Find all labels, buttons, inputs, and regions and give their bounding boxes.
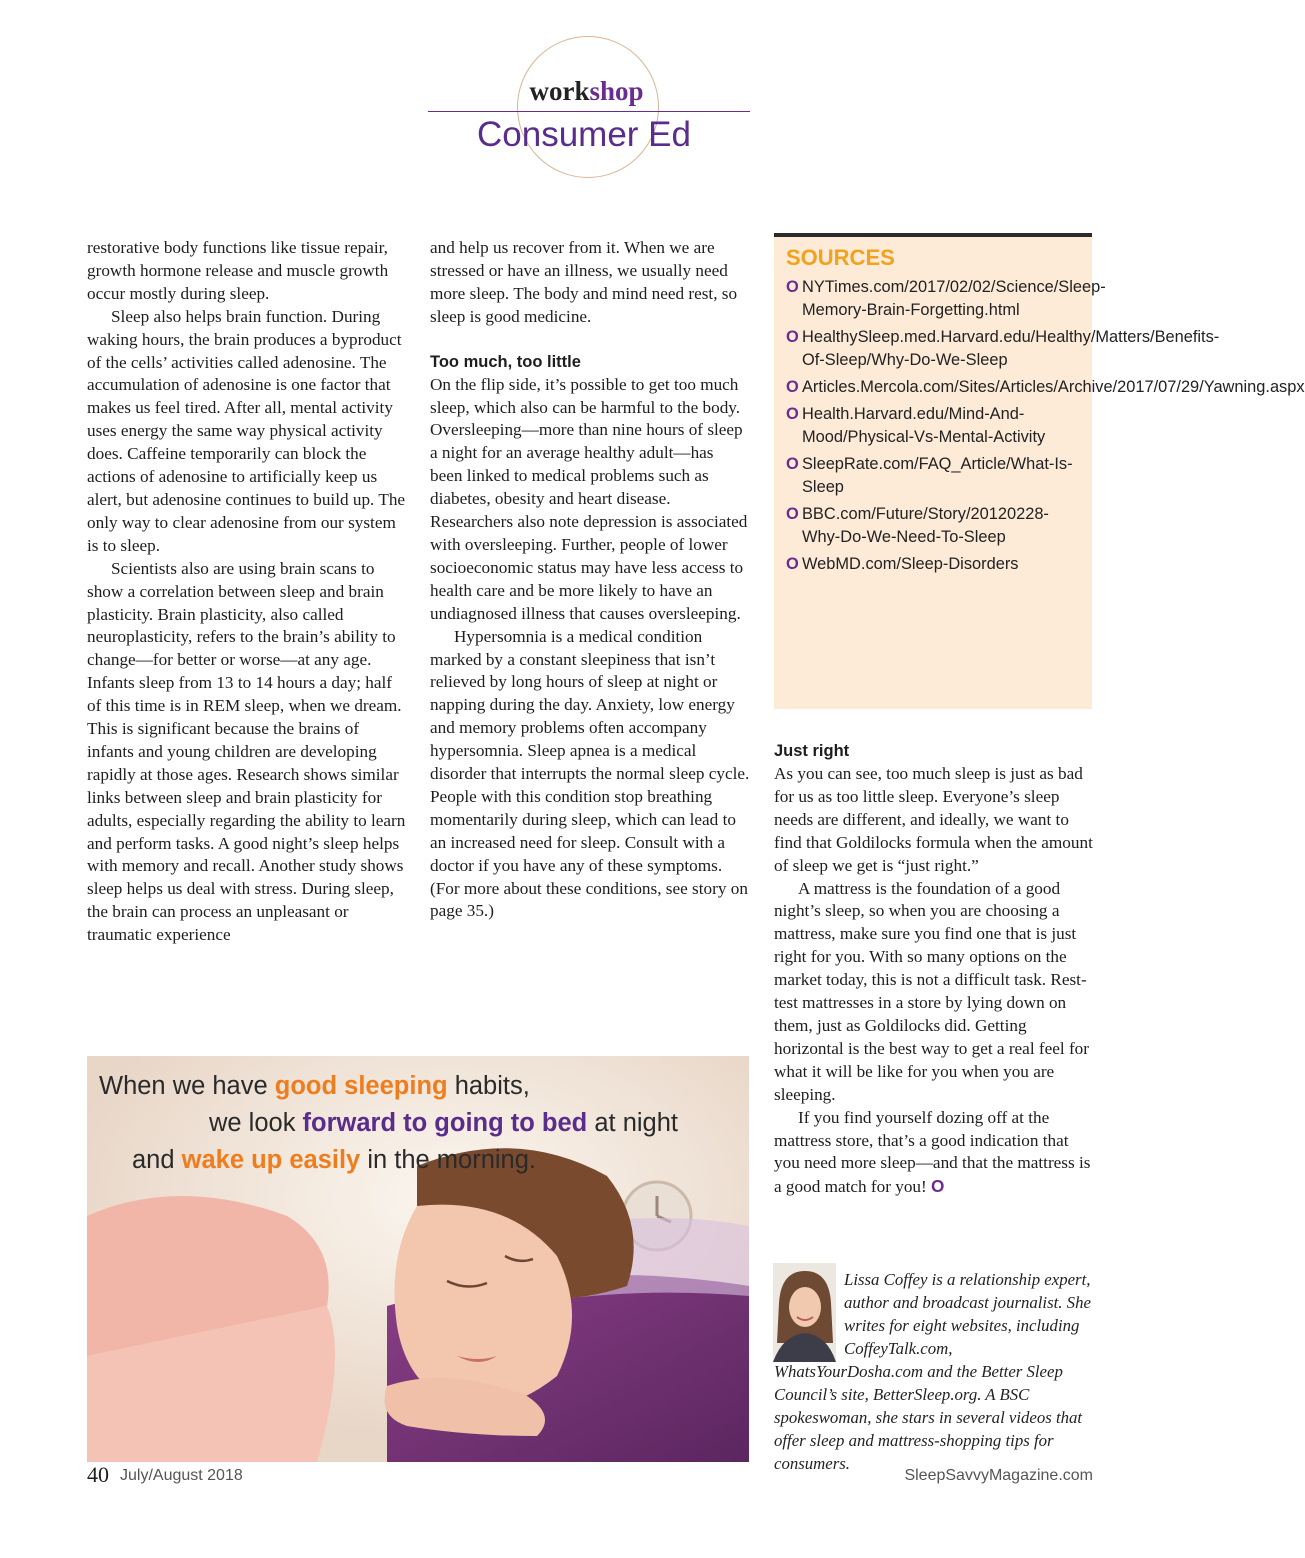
bullet-icon: O xyxy=(786,555,799,573)
source-item xyxy=(786,453,1082,499)
article-column-2 xyxy=(430,237,750,923)
paragraph: A mattress is the foundation of a good night’s sleep, so when you are choosing a mattress, make sure you find one that is just right for you. With so many options on the market today, this is not a difficult task. Rest-test mattresses in a store by lying down on them, just as Goldilocks did. Getting horizontal is the best way to get a real feel for what it will be like for you when you are sleeping. xyxy=(774,878,1089,1104)
paragraph: On the flip side, it’s possible to get too much sleep, which also can be harmful to the body. Oversleeping—more than nine hours of sleep a night for an average healthy adult—has been linked to medical problems such as diabetes, obesity and heart disease. Researchers also note depression is associated with oversleeping. Further, people of lower socioeconomic status may have less access to health care and be more likely to have an undiagnosed illness that causes oversleeping. xyxy=(430,374,748,623)
paragraph: Hypersomnia is a medical condition marked by a constant sleepiness that isn’t relieved by long hours of sleep at night or napping during the day. Anxiety, low energy and memory problems often accompany hypersomnia. Sleep apnea is a medical disorder that interrupts the normal sleep cycle. People with this condition stop breathing momentarily during sleep, which can lead to an increased need for sleep. Consult with a doctor if you have any of these symptoms. (For more about these conditions, see story on page 35.) xyxy=(430,626,750,921)
source-text: NYTimes.com/2017/02/02/Science/Sleep-Memory-Brain-Forgetting.html xyxy=(802,278,1106,319)
paragraph: Sleep also helps brain function. During waking hours, the brain produces a byproduct of the cells’ activities called adenosine. The accumulation of adenosine is one factor that makes us feel tired. After all, mental activity uses energy the same way physical activity does. Caffeine temporarily can block the actions of adenosine to artificially keep us alert, but adenosine continues to build up. The only way to clear adenosine from our system is to sleep. xyxy=(87,306,406,555)
bullet-icon: O xyxy=(786,378,799,396)
subheading: Too much, too little xyxy=(430,352,581,371)
source-item xyxy=(786,553,1082,576)
bullet-icon: O xyxy=(786,405,799,423)
header-circle-decoration xyxy=(517,36,659,178)
source-text: Health.Harvard.edu/Mind-And-Mood/Physical-Vs-Mental-Activity xyxy=(802,405,1046,446)
header-divider xyxy=(428,111,750,112)
bullet-icon: O xyxy=(786,278,799,296)
source-text: WebMD.com/Sleep-Disorders xyxy=(802,555,1019,573)
sleeping-woman-photo xyxy=(87,1056,749,1462)
article-column-1 xyxy=(87,237,407,947)
bullet-icon: O xyxy=(786,505,799,523)
source-item xyxy=(786,276,1106,322)
sources-title: SOURCES xyxy=(786,245,895,270)
source-item xyxy=(786,403,1082,449)
source-text: BBC.com/Future/Story/20120228-Why-Do-We-Need-To-Sleep xyxy=(802,505,1049,546)
subheading: Just right xyxy=(774,742,850,760)
section-title: Consumer Ed xyxy=(477,115,691,154)
paragraph: restorative body functions like tissue repair, growth hormone release and muscle growth occur mostly during sleep. xyxy=(87,238,389,303)
paragraph: As you can see, too much sleep is just as bad for us as too little sleep. Everyone’s sleep needs are different, and ideally, we want to find that Goldilocks formula when the amount of sleep we get is “just right.” xyxy=(774,764,1093,875)
author-bio: Lissa Coffey is a relationship expert, author and broadcast journalist. She writes for eight websites, including CoffeyTalk.com, WhatsYourDosha.com and the Better Sleep Council’s site, BetterSleep.org. A BSC spokeswoman, she stars in several videos that offer sleep and mattress-shopping tips for consumers. xyxy=(774,1270,1091,1473)
bullet-icon: O xyxy=(786,455,799,473)
source-item xyxy=(786,376,1305,399)
source-item xyxy=(786,503,1082,549)
paragraph: If you find yourself dozing off at the mattress store, that’s a good indication that you need more sleep—and that the mattress is a good match for you! O xyxy=(774,1107,1091,1197)
bullet-icon: O xyxy=(786,328,799,346)
source-item xyxy=(786,326,1220,372)
source-text: HealthySleep.med.Harvard.edu/Healthy/Matters/Benefits-Of-Sleep/Why-Do-We-Sleep xyxy=(802,328,1220,369)
source-text: SleepRate.com/FAQ_Article/What-Is-Sleep xyxy=(802,455,1073,496)
sources-box xyxy=(774,233,1305,709)
page-number: 40 xyxy=(87,1462,109,1487)
article-column-3 xyxy=(774,740,1094,1199)
section-kicker: workshop xyxy=(529,76,644,106)
pull-quote: When we have good sleeping habits, we look forward to going to bed at night and wake up easily in the morning. xyxy=(99,1072,678,1174)
issue-date: July/August 2018 xyxy=(120,1467,243,1484)
end-mark-icon: O xyxy=(931,1176,945,1197)
paragraph: Scientists also are using brain scans to show a correlation between sleep and brain plasticity. Brain plasticity, also called neuroplasticity, refers to the brain’s ability to change—for better or worse—at any age. Infants sleep from 13 to 14 hours a day; half of this time is in REM sleep, when we dream. This is significant because the brains of infants and young children are developing rapidly at those ages. Research shows similar links between sleep and brain plasticity for adults, especially regarding the ability to learn and perform tasks. A good night’s sleep helps with memory and recall. Another study shows sleep helps us deal with stress. During sleep, the brain can process an unpleasant or traumatic experience xyxy=(87,558,406,945)
magazine-site: SleepSavvyMagazine.com xyxy=(904,1467,1093,1484)
paragraph: and help us recover from it. When we are stressed or have an illness, we usually need more sleep. The body and mind need rest, so sleep is good medicine. xyxy=(430,238,738,326)
source-text: Articles.Mercola.com/Sites/Articles/Archive/2017/07/29/Yawning.aspx xyxy=(802,378,1305,396)
